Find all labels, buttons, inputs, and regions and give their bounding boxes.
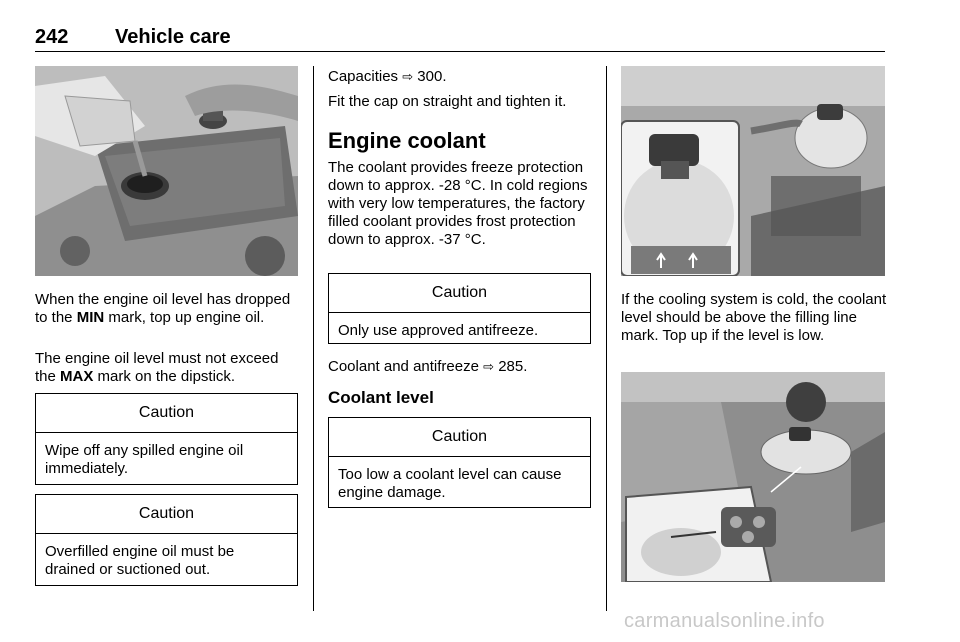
oil-min-paragraph [35,291,300,327]
coolant-paragraph: The coolant provides freeze protection down to approx. -28 °C. In cold regions with very low temperatures, the factory filled coolant provides frost protection down to approx. -37 °C. [328,159,588,248]
capacities-text: Capacities [328,68,399,85]
coolant-level-heading: Coolant level [328,388,434,407]
caution-title: Caution [329,274,590,313]
min-mark-text: MIN [76,309,105,326]
section-title: Vehicle care [115,26,231,48]
column-separator-1 [313,66,314,611]
caution-box-antifreeze [328,273,591,344]
column-separator-2 [606,66,607,611]
watermark-text: carmanualsonline.info [624,610,825,632]
page-number: 242 [35,26,69,48]
capacities-ref [328,68,593,86]
max-mark-text: MAX [60,368,94,385]
caution-body: Wipe off any spilled engine oil immediately. [45,442,244,477]
capacities-page[interactable]: 300. [417,68,447,85]
caution-body: Too low a coolant level can cause engine damage. [338,466,562,501]
para1-text-a: When the engine oil level has dropped to the [35,291,291,326]
engine-coolant-heading: Engine coolant [328,128,486,153]
antifreeze-text: Coolant and antifreeze [328,358,479,375]
caution-title: Caution [36,495,297,534]
caution-box-spill [35,393,298,485]
antifreeze-ref [328,358,593,376]
coolant-reservoir-photo [621,66,885,276]
oil-filling-photo [35,66,298,276]
caution-box-low-level [328,417,591,508]
caution-box-overfill [35,494,298,586]
caution-body: Overfilled engine oil must be drained or suctioned out. [45,543,235,578]
header-rule [35,51,885,52]
caution-body: Only use approved antifreeze. [338,322,539,339]
antifreeze-page[interactable]: 285. [498,358,528,375]
para1-text-c: mark, top up engine oil. [104,309,265,326]
cold-system-paragraph: If the cooling system is cold, the coolant level should be above the filling line mark. Top up if the level is low. [621,291,887,344]
para2-text-c: mark on the dipstick. [93,368,236,385]
caution-title: Caution [329,418,590,457]
oil-max-paragraph [35,350,300,386]
caution-title: Caution [36,394,297,433]
engine-bay-photo [621,372,885,582]
fit-cap-text: Fit the cap on straight and tighten it. [328,93,567,110]
page-ref-arrow-icon: ⇨ [483,359,495,374]
para2-text-a: The engine oil level must not exceed the [35,350,279,385]
page-ref-arrow-icon: ⇨ [402,69,414,84]
